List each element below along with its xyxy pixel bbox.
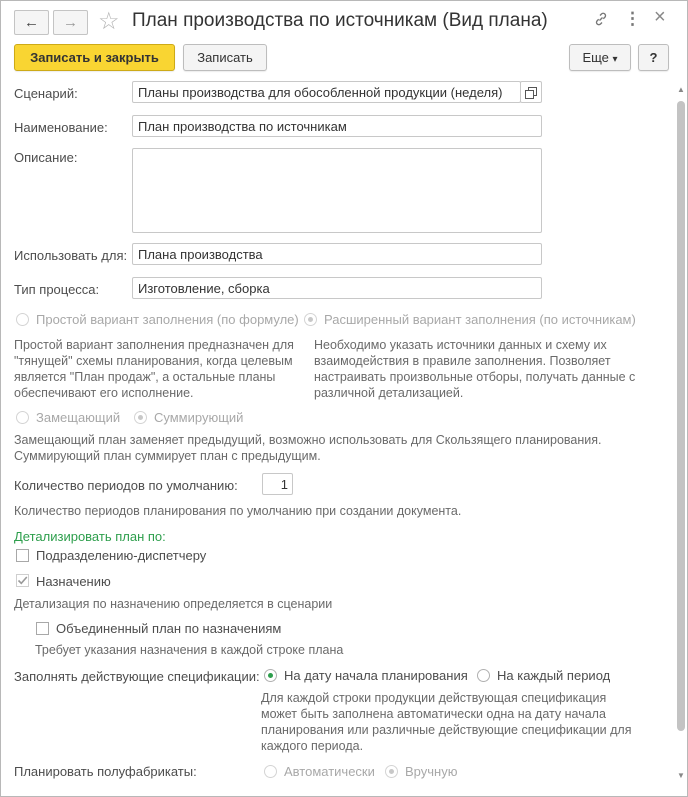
- use-for-field[interactable]: Плана производства: [132, 243, 542, 265]
- chevron-down-icon: ▾: [612, 54, 618, 65]
- periods-note: Количество периодов планирования по умолчанию при создании документа.: [14, 504, 462, 518]
- extended-fill-label: Расширенный вариант заполнения (по источникам): [324, 312, 636, 327]
- semi-manual-label: Вручную: [405, 764, 458, 779]
- vertical-scrollbar[interactable]: [677, 85, 685, 795]
- page-title: План производства по источникам (Вид плана): [132, 10, 548, 31]
- description-field[interactable]: [132, 148, 542, 233]
- dispatcher-checkbox[interactable]: [16, 549, 29, 562]
- plan-type-note: Замещающий план заменяет предыдущий, возможно использовать для Скользящего планирования. Суммирующий план суммирует план с предыдущим.: [14, 433, 602, 463]
- combined-plan-note: Требует указания назначения в каждой строке плана: [35, 643, 344, 657]
- combined-plan-label: Объединенный план по назначениям: [56, 621, 282, 636]
- scroll-down-icon[interactable]: ▼: [677, 771, 685, 780]
- purpose-note: Детализация по назначению определяется в сценарии: [14, 597, 333, 611]
- summing-radio[interactable]: [134, 411, 147, 424]
- more-actions-icon[interactable]: ⋮: [624, 9, 641, 28]
- favorite-star-icon[interactable]: ☆: [98, 8, 120, 35]
- scrollbar-thumb[interactable]: [677, 101, 685, 731]
- specs-each-period-radio[interactable]: [477, 669, 490, 682]
- process-type-field[interactable]: Изготовление, сборка: [132, 277, 542, 299]
- replacing-label: Замещающий: [36, 410, 121, 425]
- checkmark-icon: [16, 574, 29, 587]
- extended-fill-note: Необходимо указать источники данных и схему их взаимодействия в правиле заполнения. Позволяет настраивать произвольные отборы, получать данные с различной детализацией.: [314, 338, 636, 400]
- close-icon[interactable]: ×: [654, 6, 666, 28]
- periods-field[interactable]: 1: [262, 473, 293, 495]
- specs-each-period-label: На каждый период: [497, 668, 611, 683]
- more-label: Еще: [582, 50, 609, 65]
- specs-start-date-radio[interactable]: [264, 669, 277, 682]
- dispatcher-label: Подразделению-диспетчеру: [36, 548, 207, 563]
- back-button[interactable]: [14, 10, 49, 35]
- save-button[interactable]: Записать: [183, 44, 267, 71]
- scenario-field[interactable]: Планы производства для обособленной продукции (неделя): [132, 81, 521, 103]
- forward-button[interactable]: [53, 10, 88, 35]
- purpose-checkbox[interactable]: [16, 574, 29, 587]
- replacing-radio[interactable]: [16, 411, 29, 424]
- scroll-up-icon[interactable]: ▲: [677, 85, 685, 94]
- name-field[interactable]: План производства по источникам: [132, 115, 542, 137]
- combined-plan-checkbox[interactable]: [36, 622, 49, 635]
- more-menu-button[interactable]: [569, 44, 631, 71]
- specs-note: Для каждой строки продукции действующая спецификация может быть заполнена автоматически одна на дату начала планирования или различные действующие спецификации для каждого периода.: [261, 691, 632, 753]
- periods-label: Количество периодов по умолчанию:: [14, 478, 238, 493]
- open-window-icon: [525, 87, 537, 99]
- name-label: Наименование:: [14, 120, 108, 135]
- semi-auto-radio[interactable]: [264, 765, 277, 778]
- process-type-label: Тип процесса:: [14, 282, 100, 297]
- scenario-label: Сценарий:: [14, 86, 78, 101]
- save-and-close-button[interactable]: Записать и закрыть: [14, 44, 175, 71]
- semi-auto-label: Автоматически: [284, 764, 375, 779]
- semi-label: Планировать полуфабрикаты:: [14, 764, 197, 779]
- description-label: Описание:: [14, 150, 78, 165]
- specs-start-date-label: На дату начала планирования: [284, 668, 468, 683]
- extended-fill-radio[interactable]: [304, 313, 317, 326]
- simple-fill-note: Простой вариант заполнения предназначен для "тянущей" схемы планирования, когда целевым является "План продаж", а остальные планы обеспечивают его исполнение.: [14, 338, 294, 400]
- simple-fill-label: Простой вариант заполнения (по формуле): [36, 312, 299, 327]
- open-scenario-button[interactable]: [520, 81, 542, 103]
- purpose-label: Назначению: [36, 574, 111, 589]
- summing-label: Суммирующий: [154, 410, 244, 425]
- detail-heading: Детализировать план по:: [14, 529, 166, 544]
- simple-fill-radio[interactable]: [16, 313, 29, 326]
- link-icon[interactable]: [593, 11, 609, 27]
- arrow-right-icon: →: [63, 14, 78, 31]
- arrow-left-icon: ←: [24, 14, 39, 31]
- semi-manual-radio[interactable]: [385, 765, 398, 778]
- use-for-label: Использовать для:: [14, 248, 128, 263]
- specs-label: Заполнять действующие спецификации:: [14, 669, 260, 684]
- help-button[interactable]: ?: [638, 44, 669, 71]
